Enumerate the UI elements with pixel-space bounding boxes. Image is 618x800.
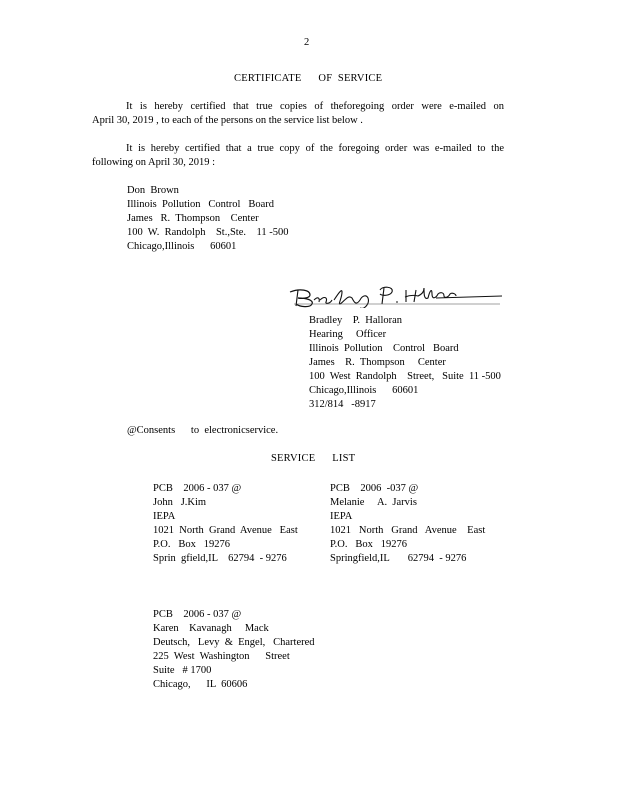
paragraph-line: It is hereby certified that a true copy of the foregoing order was e-mailed to the xyxy=(126,143,504,154)
certification-paragraph-email-service xyxy=(92,102,504,126)
recipient-address-block xyxy=(127,184,289,254)
service-line: IEPA xyxy=(153,511,176,522)
address-line: James R. Thompson Center xyxy=(127,213,259,224)
service-line: 1021 North Grand Avenue East xyxy=(153,525,298,536)
service-line: Deutsch, Levy & Engel, Chartered xyxy=(153,637,315,648)
officer-line: 100 West Randolph Street, Suite 11 -500 xyxy=(309,371,501,382)
officer-line: Illinois Pollution Control Board xyxy=(309,343,459,354)
certification-paragraph-copy xyxy=(92,144,504,168)
service-line: Melanie A. Jarvis xyxy=(330,497,417,508)
service-line: P.O. Box 19276 xyxy=(330,539,408,550)
service-line: Sprin gfield,IL 62794 - 9276 xyxy=(153,553,287,564)
service-line: Karen Kavanagh Mack xyxy=(153,623,269,634)
service-line: PCB 2006 - 037 @ xyxy=(153,483,242,494)
service-line: PCB 2006 -037 @ xyxy=(330,483,419,494)
address-line: Illinois Pollution Control Board xyxy=(127,199,275,210)
officer-line: Chicago,Illinois 60601 xyxy=(309,385,419,396)
hearing-officer-block xyxy=(309,314,501,412)
service-line: Springfield,IL 62794 - 9276 xyxy=(330,553,467,564)
officer-line: James R. Thompson Center xyxy=(309,357,446,368)
page-number: 2 xyxy=(304,37,310,48)
service-line: John J.Kim xyxy=(153,497,207,508)
paragraph-line: April 30, 2019 , to each of the persons on the service list below . xyxy=(92,114,363,126)
officer-line: 312/814 -8917 xyxy=(309,399,376,410)
service-line: PCB 2006 - 037 @ xyxy=(153,609,242,620)
handwritten-signature xyxy=(286,280,506,308)
service-line: 225 West Washington Street xyxy=(153,651,290,662)
paragraph-line: following on April 30, 2019 : xyxy=(92,156,216,168)
officer-line: Bradley P. Halloran xyxy=(309,315,403,326)
service-line: IEPA xyxy=(330,511,353,522)
service-line: Chicago, IL 60606 xyxy=(153,679,248,690)
certificate-title: CERTIFICATE OF SERVICE xyxy=(234,73,383,84)
service-list-entry xyxy=(153,608,315,692)
service-line: 1021 North Grand Avenue East xyxy=(330,525,486,536)
service-list-entry xyxy=(153,482,298,566)
address-line: Don Brown xyxy=(127,185,179,196)
address-line: Chicago,Illinois 60601 xyxy=(127,241,237,252)
service-list-title: SERVICE LIST xyxy=(271,453,356,464)
service-list-entry xyxy=(330,482,485,566)
service-line: P.O. Box 19276 xyxy=(153,539,231,550)
consent-note: @Consents to electronicservice. xyxy=(127,425,279,436)
service-line: Suite # 1700 xyxy=(153,665,212,676)
address-line: 100 W. Randolph St.,Ste. 11 -500 xyxy=(127,227,289,238)
paragraph-line: It is hereby certified that true copies of theforegoing order were e-mailed on xyxy=(126,101,504,112)
officer-line: Hearing Officer xyxy=(309,329,387,340)
